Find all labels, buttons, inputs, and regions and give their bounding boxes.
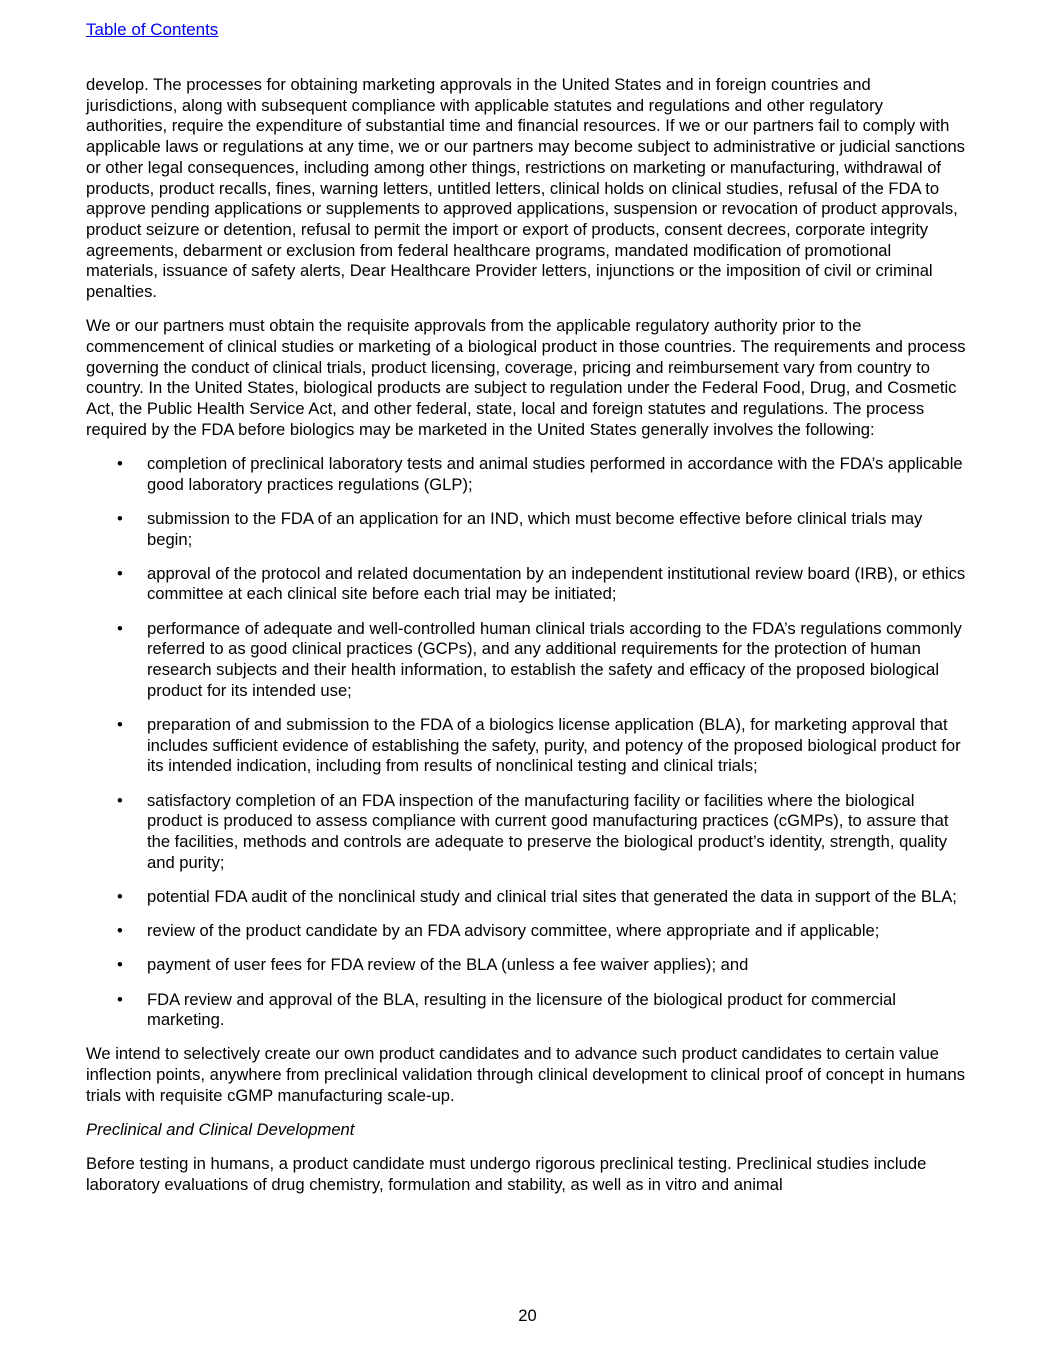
list-item	[86, 921, 966, 942]
list-item	[86, 715, 966, 777]
list-item	[86, 887, 966, 908]
bullet-icon: •	[117, 714, 123, 734]
list-item-text: preparation of and submission to the FDA of a biologics license application (BLA), for marketing approval that includes sufficient evidence of establishing the safety, purity, and potency of the proposed biological product for its intended indication, including from results of nonclinical testing and clinical trials;	[147, 714, 961, 776]
list-item-text: satisfactory completion of an FDA inspection of the manufacturing facility or facilities where the biological product is produced to assess compliance with current good manufacturing practices (cGMPs), to assure that the facilities, methods and controls are adequate to preserve the biological product’s identity, strength, quality and purity;	[147, 790, 949, 872]
document-body	[86, 75, 966, 1209]
list-item	[86, 454, 966, 495]
section-heading: Preclinical and Clinical Development	[86, 1120, 355, 1140]
bullet-icon: •	[117, 921, 123, 941]
list-item	[86, 619, 966, 702]
paragraph-regulatory-consequences: develop. The processes for obtaining marketing approvals in the United States and in foreign countries and jurisdictions, along with subsequent compliance with applicable statutes and regulations and other regulatory authorities, require the expenditure of substantial time and financial resources. If we or our partners fail to comply with applicable laws or regulations at any time, we or our partners may become subject to administrative or judicial sanctions or other legal consequences, including among other things, restrictions on marketing or manufacturing, withdrawal of products, product recalls, fines, warning letters, untitled letters, clinical holds on clinical studies, refusal of the FDA to approve pending applications or supplements to approved applications, suspension or revocation of product approvals, product seizure or detention, refusal to permit the import or export of products, consent decrees, corporate integrity agreements, debarment or exclusion from federal healthcare programs, mandated modification of promotional materials, issuance of safety alerts, Dear Healthcare Provider letters, injunctions or the imposition of civil or criminal penalties.	[86, 75, 965, 302]
bullet-icon: •	[117, 886, 123, 906]
list-item	[86, 564, 966, 605]
paragraph-product-candidates: We intend to selectively create our own product candidates and to advance such product candidates to certain value inflection points, anywhere from preclinical validation through clinical development to clinical proof of concept in humans trials with requisite cGMP manufacturing scale-up.	[86, 1044, 966, 1105]
list-item	[86, 990, 966, 1031]
list-item-text: potential FDA audit of the nonclinical study and clinical trial sites that generated the data in support of the BLA;	[147, 886, 957, 906]
bullet-icon: •	[117, 989, 123, 1009]
list-item-text: review of the product candidate by an FDA advisory committee, where appropriate and if applicable;	[147, 921, 880, 941]
bullet-icon: •	[117, 618, 123, 638]
page-number: 20	[518, 1306, 537, 1325]
paragraph-requisite-approvals: We or our partners must obtain the requisite approvals from the applicable regulatory authority prior to the commencement of clinical studies or marketing of a biological product in those countries. The requirements and process governing the conduct of clinical trials, product licensing, coverage, pricing and reimbursement vary from country to country. In the United States, biological products are subject to regulation under the Federal Food, Drug, and Cosmetic Act, the Public Health Service Act, and other federal, state, local and foreign statutes and regulations. The process required by the FDA before biologics may be marketed in the United States generally involves the following:	[86, 316, 966, 439]
list-item	[86, 955, 966, 976]
bullet-icon: •	[117, 955, 123, 975]
bullet-icon: •	[117, 508, 123, 528]
bullet-icon: •	[117, 453, 123, 473]
list-item-text: FDA review and approval of the BLA, resulting in the licensure of the biological product for commercial marketing.	[147, 989, 896, 1030]
list-item-text: payment of user fees for FDA review of the BLA (unless a fee waiver applies); and	[147, 955, 749, 975]
bullet-icon: •	[117, 790, 123, 810]
list-item	[86, 509, 966, 550]
list-item-text: approval of the protocol and related documentation by an independent institutional review board (IRB), or ethics committee at each clinical site before each trial may be initiated;	[147, 563, 966, 604]
bullet-icon: •	[117, 563, 123, 583]
table-of-contents-link[interactable]: Table of Contents	[86, 20, 219, 39]
list-item-text: submission to the FDA of an application for an IND, which must become effective before clinical trials may begin;	[147, 508, 923, 549]
list-item-text: performance of adequate and well-controlled human clinical trials according to the FDA’s regulations commonly referred to as good clinical practices (GCPs), and any additional requirements for the protection of human research subjects and their health information, to establish the safety and efficacy of the proposed biological product for its intended use;	[147, 618, 962, 700]
fda-process-list	[86, 454, 966, 1031]
paragraph-preclinical-testing: Before testing in humans, a product candidate must undergo rigorous preclinical testing. Preclinical studies include laboratory evaluations of drug chemistry, formulation and stability, as well as in vitro and animal	[86, 1154, 927, 1194]
list-item-text: completion of preclinical laboratory tests and animal studies performed in accordance with the FDA’s applicable good laboratory practices regulations (GLP);	[147, 453, 963, 494]
list-item	[86, 791, 966, 874]
